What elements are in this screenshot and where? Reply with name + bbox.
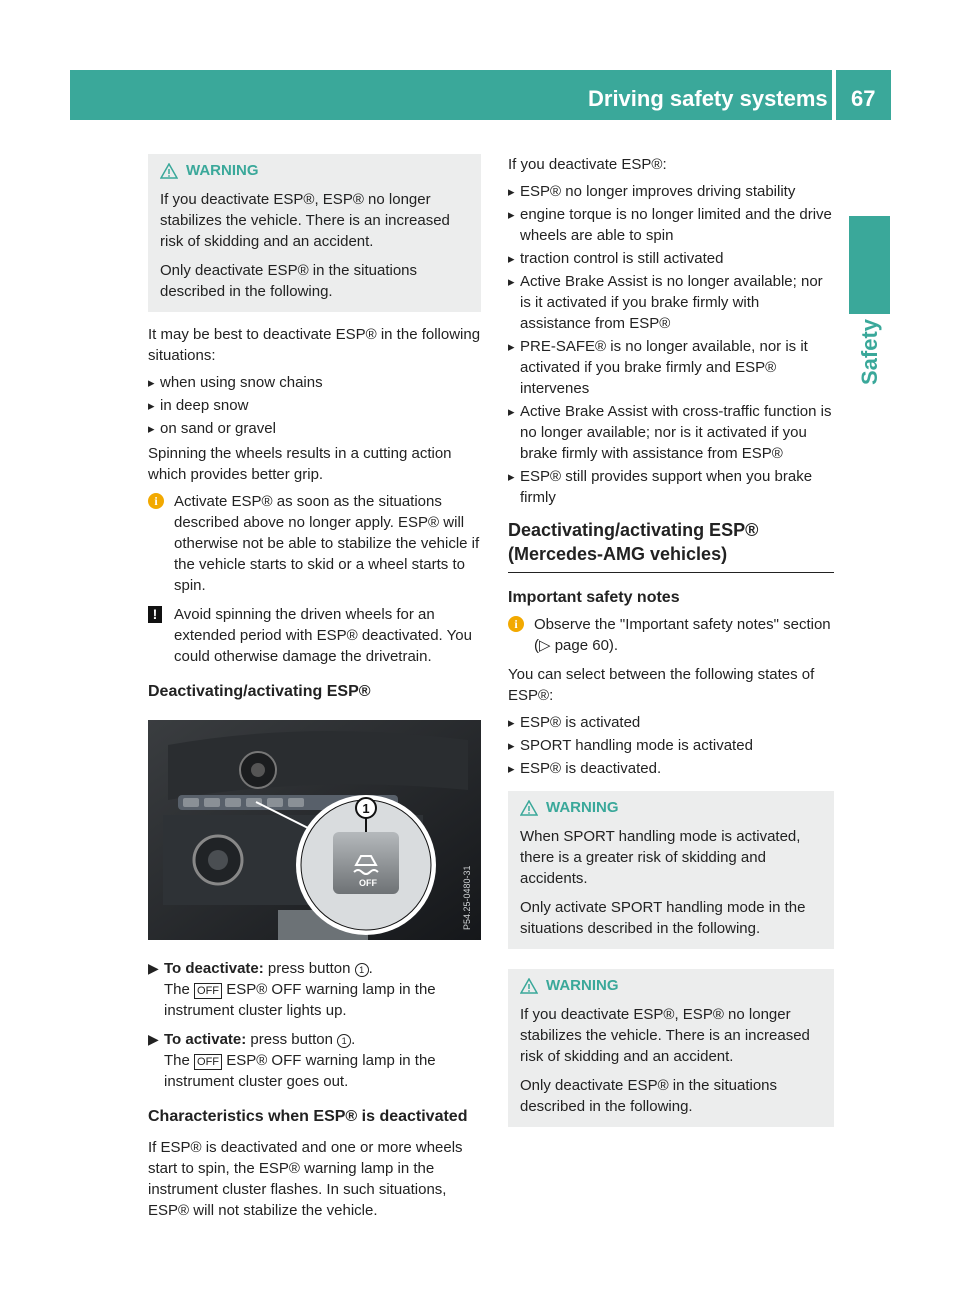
step-line3: instrument cluster lights up. <box>164 1002 347 1019</box>
info-note-text: Activate ESP® as soon as the situations described above no longer apply. ESP® will otherwise not be able to stabilize the vehicle if the vehicle starts to skid or a wheel starts to spin. <box>174 493 480 594</box>
step-line2: ESP® OFF warning lamp in the <box>226 1052 436 1069</box>
warning-box <box>508 969 834 1127</box>
intro-text: It may be best to deactivate ESP® in the following situations: <box>148 326 481 364</box>
warning-text: If you deactivate ESP®, ESP® no longer stabilizes the vehicle. There is an increased risk of skidding and an accident. <box>520 1006 810 1065</box>
section-heading: Deactivating/activating ESP® <box>148 683 371 700</box>
caution-note-text: Avoid spinning the driven wheels for an extended period with ESP® deactivated. You could otherwise damage the drivetrain. <box>174 606 472 665</box>
list-item: ▸ traction control is still activated <box>508 248 834 269</box>
svg-text:OFF: OFF <box>359 878 377 888</box>
characteristics-text: If ESP® is deactivated and one or more wheels start to spin, the ESP® warning lamp in the instrument cluster flashes. In such situations, ESP® will not stabilize the vehicle. <box>148 1139 463 1219</box>
step-line2: ESP® OFF warning lamp in the <box>226 981 436 998</box>
characteristics-heading: Characteristics when ESP® is deactivated <box>148 1108 468 1125</box>
list-item: ▸ on sand or gravel <box>148 418 481 439</box>
left-column <box>148 154 481 1227</box>
spinning-text: Spinning the wheels results in a cutting action which provides better grip. <box>148 445 452 483</box>
warning-text: If you deactivate ESP®, ESP® no longer stabilizes the vehicle. There is an increased risk of skidding and an accident. <box>160 191 450 250</box>
header-title: Driving safety systems <box>588 86 828 111</box>
amg-section-heading: Deactivating/activating ESP® (Mercedes-AMG vehicles) <box>508 518 834 573</box>
warning-heading <box>520 797 826 818</box>
right-column <box>508 154 834 1127</box>
states-list <box>508 712 834 779</box>
warning-box <box>148 154 481 312</box>
step-label: To activate: <box>164 1031 247 1048</box>
deactivate-step: ▶ To deactivate: press button 1 . The OFF ESP® OFF warning lamp in the instrument cluster lights up. <box>148 960 436 1019</box>
list-item: ▸ when using snow chains <box>148 372 481 393</box>
side-tab <box>849 216 890 314</box>
esp-off-lamp-icon: OFF <box>194 1054 222 1070</box>
effects-intro: If you deactivate ESP®: <box>508 156 667 173</box>
page-number: 67 <box>851 86 876 111</box>
warning-heading <box>520 975 826 996</box>
effects-list <box>508 181 834 508</box>
safety-notes-heading: Important safety notes <box>508 589 680 606</box>
warning-triangle-icon <box>160 163 178 179</box>
warning-heading <box>160 160 473 181</box>
caution-note <box>148 604 481 667</box>
warning-triangle-icon <box>520 800 538 816</box>
situations-list <box>148 372 481 439</box>
list-item: ▸ ESP® is activated <box>508 712 834 733</box>
list-item: ▸ Active Brake Assist is no longer available; nor is it activated if you brake firmly with assistance from ESP® <box>508 271 834 334</box>
info-icon: i <box>148 493 164 509</box>
warning-box <box>508 791 834 949</box>
list-item: ▸ in deep snow <box>148 395 481 416</box>
list-item: ▸ PRE-SAFE® is no longer available, nor is it activated if you brake firmly and ESP® intervenes <box>508 336 834 399</box>
warning-label: WARNING <box>546 977 619 994</box>
list-item: ▸ Active Brake Assist with cross-traffic function is no longer available; nor is it activated if you brake firmly with assistance from ESP® <box>508 401 834 464</box>
info-icon: i <box>508 616 524 632</box>
list-item: ▸ SPORT handling mode is activated <box>508 735 834 756</box>
info-note <box>508 614 834 656</box>
warning-label: WARNING <box>546 799 619 816</box>
activate-step: ▶ To activate: press button 1 . The OFF ESP® OFF warning lamp in the instrument cluster goes out. <box>148 1031 436 1090</box>
header-divider <box>832 70 836 120</box>
step-line3: instrument cluster goes out. <box>164 1073 349 1090</box>
warning-triangle-icon <box>520 978 538 994</box>
info-note <box>148 491 481 596</box>
step-label: To deactivate: <box>164 960 264 977</box>
button-1-icon: 1 <box>337 1034 351 1048</box>
photo-code: P54.25-0480-31 <box>462 865 472 930</box>
svg-text:1: 1 <box>362 801 370 816</box>
safety-note-text: Observe the "Important safety notes" section (▷ page 60). <box>534 616 831 654</box>
dashboard-photo <box>148 720 481 940</box>
step-text: press button <box>250 1031 333 1048</box>
list-item: ▸ ESP® still provides support when you brake firmly <box>508 466 834 508</box>
step-arrow-icon: ▶ <box>148 960 159 976</box>
warning-text: Only deactivate ESP® in the situations described in the following. <box>160 262 418 300</box>
warning-text: Only activate SPORT handling mode in the situations described in the following. <box>520 899 806 937</box>
warning-text: Only deactivate ESP® in the situations described in the following. <box>520 1077 778 1115</box>
warning-text: When SPORT handling mode is activated, there is a greater risk of skidding and accidents. <box>520 828 801 887</box>
side-label: Safety <box>857 318 882 385</box>
esp-off-lamp-icon: OFF <box>194 983 222 999</box>
list-item: ▸ ESP® no longer improves driving stability <box>508 181 834 202</box>
list-item: ▸ engine torque is no longer limited and the drive wheels are able to spin <box>508 204 834 246</box>
button-1-icon: 1 <box>355 963 369 977</box>
step-text: press button <box>267 960 351 977</box>
list-item: ▸ ESP® is deactivated. <box>508 758 834 779</box>
states-intro: You can select between the following states of ESP®: <box>508 666 815 704</box>
warning-label: WARNING <box>186 162 259 179</box>
step-arrow-icon: ▶ <box>148 1031 159 1047</box>
caution-icon: ! <box>148 606 162 623</box>
